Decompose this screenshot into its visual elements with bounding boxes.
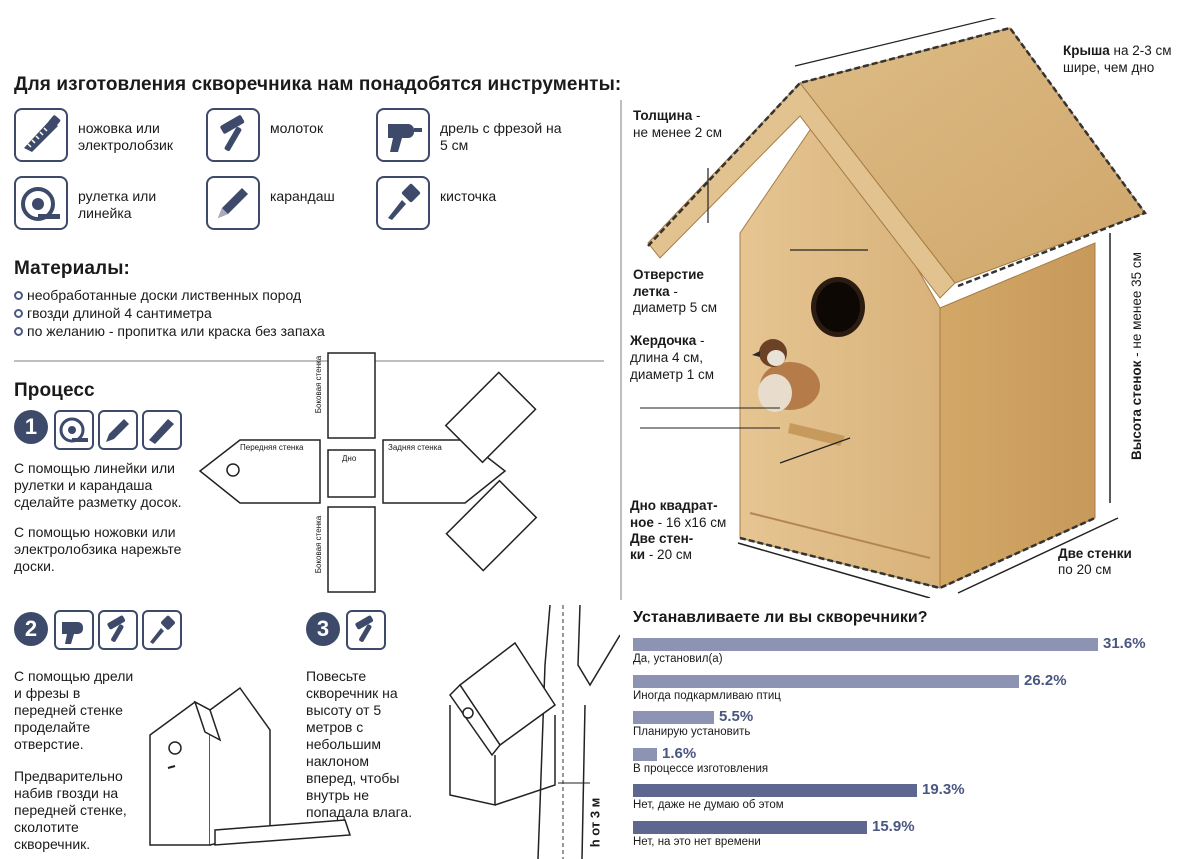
survey-label: В процессе изготовления <box>633 762 769 775</box>
survey-bar <box>633 821 867 834</box>
survey-bar <box>633 784 917 797</box>
survey-row <box>633 635 1193 665</box>
survey-bar <box>633 675 1019 688</box>
material-item: по желанию - пропитка или краска без запаха <box>14 322 325 340</box>
survey-value: 15.9% <box>872 817 915 835</box>
step-1-number: 1 <box>14 410 48 444</box>
hammer-icon <box>206 108 260 162</box>
pattern-side-bottom-label: Боковая стенка <box>314 515 324 574</box>
tool-label-pencil: карандаш <box>270 188 335 204</box>
materials-title: Материалы: <box>14 258 130 279</box>
tools-title: Для изготовления скворечника нам понадобятся инструменты: <box>14 74 622 95</box>
tool-label-hammer: молоток <box>270 120 324 136</box>
perch-label-line2: длина 4 см, <box>630 350 704 365</box>
survey-bar <box>633 748 657 761</box>
hammer-icon <box>98 610 138 650</box>
survey-value: 31.6% <box>1103 635 1146 652</box>
survey-bar-track <box>633 817 1193 835</box>
wall-height-label: Высота стенок - не менее 35 см <box>1129 252 1144 460</box>
pencil-icon <box>206 176 260 230</box>
survey-value: 26.2% <box>1024 671 1067 689</box>
step-3-number: 3 <box>306 612 340 646</box>
survey-value: 19.3% <box>922 781 965 798</box>
tool-label-brush: кисточка <box>440 188 497 204</box>
height-label: h от 3 м <box>587 797 603 848</box>
pattern-bottom-label: Дно <box>342 454 357 463</box>
survey-label: Да, установил(а) <box>633 653 723 665</box>
step-1-text-a: С помощью линейки или рулетки и карандаша сделайте разметку досок. <box>14 460 182 510</box>
survey-row <box>633 708 1193 738</box>
survey-value: 5.5% <box>719 708 754 725</box>
saw-icon <box>142 410 182 450</box>
roof-label-line2: шире, чем дно <box>1063 60 1155 75</box>
survey-row <box>633 671 1193 702</box>
hammer-icon <box>346 610 386 650</box>
survey-bar-track <box>633 708 1193 725</box>
two-walls-left-label: Две стен- <box>630 531 694 546</box>
drill-icon <box>54 610 94 650</box>
hole-label: Отверстие <box>633 267 704 282</box>
birdhouse-illustration <box>640 18 1160 598</box>
thickness-label: Толщина - <box>633 108 701 123</box>
hole-label-line2: летка - <box>633 284 678 299</box>
pattern-front-label: Передняя стенка <box>240 443 304 452</box>
tape-measure-icon <box>14 176 68 230</box>
tool-label-saw: ножовка или электролобзик <box>78 120 173 153</box>
survey-title: Устанавливаете ли вы скворечники? <box>633 609 928 626</box>
survey-label: Иногда подкармливаю птиц <box>633 689 781 702</box>
two-walls-left-line2: ки - 20 см <box>630 547 692 562</box>
tape-measure-icon <box>54 410 94 450</box>
survey-bar-track <box>633 781 1193 798</box>
thickness-label-line2: не менее 2 см <box>633 125 723 140</box>
perch-label-line3: диаметр 1 см <box>630 367 714 382</box>
materials-list <box>14 286 325 340</box>
survey-bar-track <box>633 671 1193 689</box>
survey-row <box>633 781 1193 811</box>
pattern-side-top-label: Боковая стенка <box>314 355 324 414</box>
two-walls-right-label: Две стенки <box>1058 546 1132 561</box>
bullet-icon <box>14 327 23 336</box>
pattern-back-label: Задняя стенка <box>388 443 442 452</box>
survey-label: Нет, даже не думаю об этом <box>633 799 784 811</box>
survey-row <box>633 817 1193 848</box>
survey-label: Планирую установить <box>633 726 751 738</box>
step-2-text-a: С помощью дрели и фрезы в передней стенке проделайте отверстие. <box>14 668 134 752</box>
hole-label-line3: диаметр 5 см <box>633 300 717 315</box>
bullet-icon <box>14 291 23 300</box>
survey-bar-track <box>633 744 1193 762</box>
survey-bar-track <box>633 635 1193 652</box>
process-title: Процесс <box>14 380 95 401</box>
perch-label: Жердочка - <box>630 333 705 348</box>
step-3-text: Повесьте скворечник на высоту от 5 метров с небольшим наклоном вперед, чтобы внутрь не попадала влага. <box>306 668 413 820</box>
roof-label: Крыша на 2-3 см <box>1063 43 1172 58</box>
bottom-label-line2: ное - 16 х16 см <box>630 515 727 530</box>
tool-label-drill: дрель с фрезой на 5 см <box>440 120 562 153</box>
material-item: необработанные доски лиственных пород <box>14 286 325 304</box>
bullet-icon <box>14 309 23 318</box>
brush-icon <box>376 176 430 230</box>
column-divider <box>620 100 622 600</box>
tool-label-tape: рулетка или линейка <box>78 188 157 221</box>
brush-icon <box>142 610 182 650</box>
step-1-text-b: С помощью ножовки или электролобзика нарежьте доски. <box>14 524 182 574</box>
survey-bar <box>633 638 1098 651</box>
two-walls-right-line2: по 20 см <box>1058 562 1112 577</box>
material-item: гвозди длиной 4 сантиметра <box>14 304 325 322</box>
step-2-text-b: Предварительно набив гвозди на передней стенке, сколотите скворечник. <box>14 768 127 852</box>
pencil-icon <box>98 410 138 450</box>
survey-value: 1.6% <box>662 744 697 762</box>
survey-bar <box>633 711 714 724</box>
unfolded-pattern <box>195 350 575 595</box>
drill-icon <box>376 108 430 162</box>
saw-icon <box>14 108 68 162</box>
survey-row <box>633 744 1193 775</box>
bottom-label: Дно квадрат- <box>630 498 718 513</box>
survey-label: Нет, на это нет времени <box>633 835 761 848</box>
step-2-number: 2 <box>14 612 48 646</box>
